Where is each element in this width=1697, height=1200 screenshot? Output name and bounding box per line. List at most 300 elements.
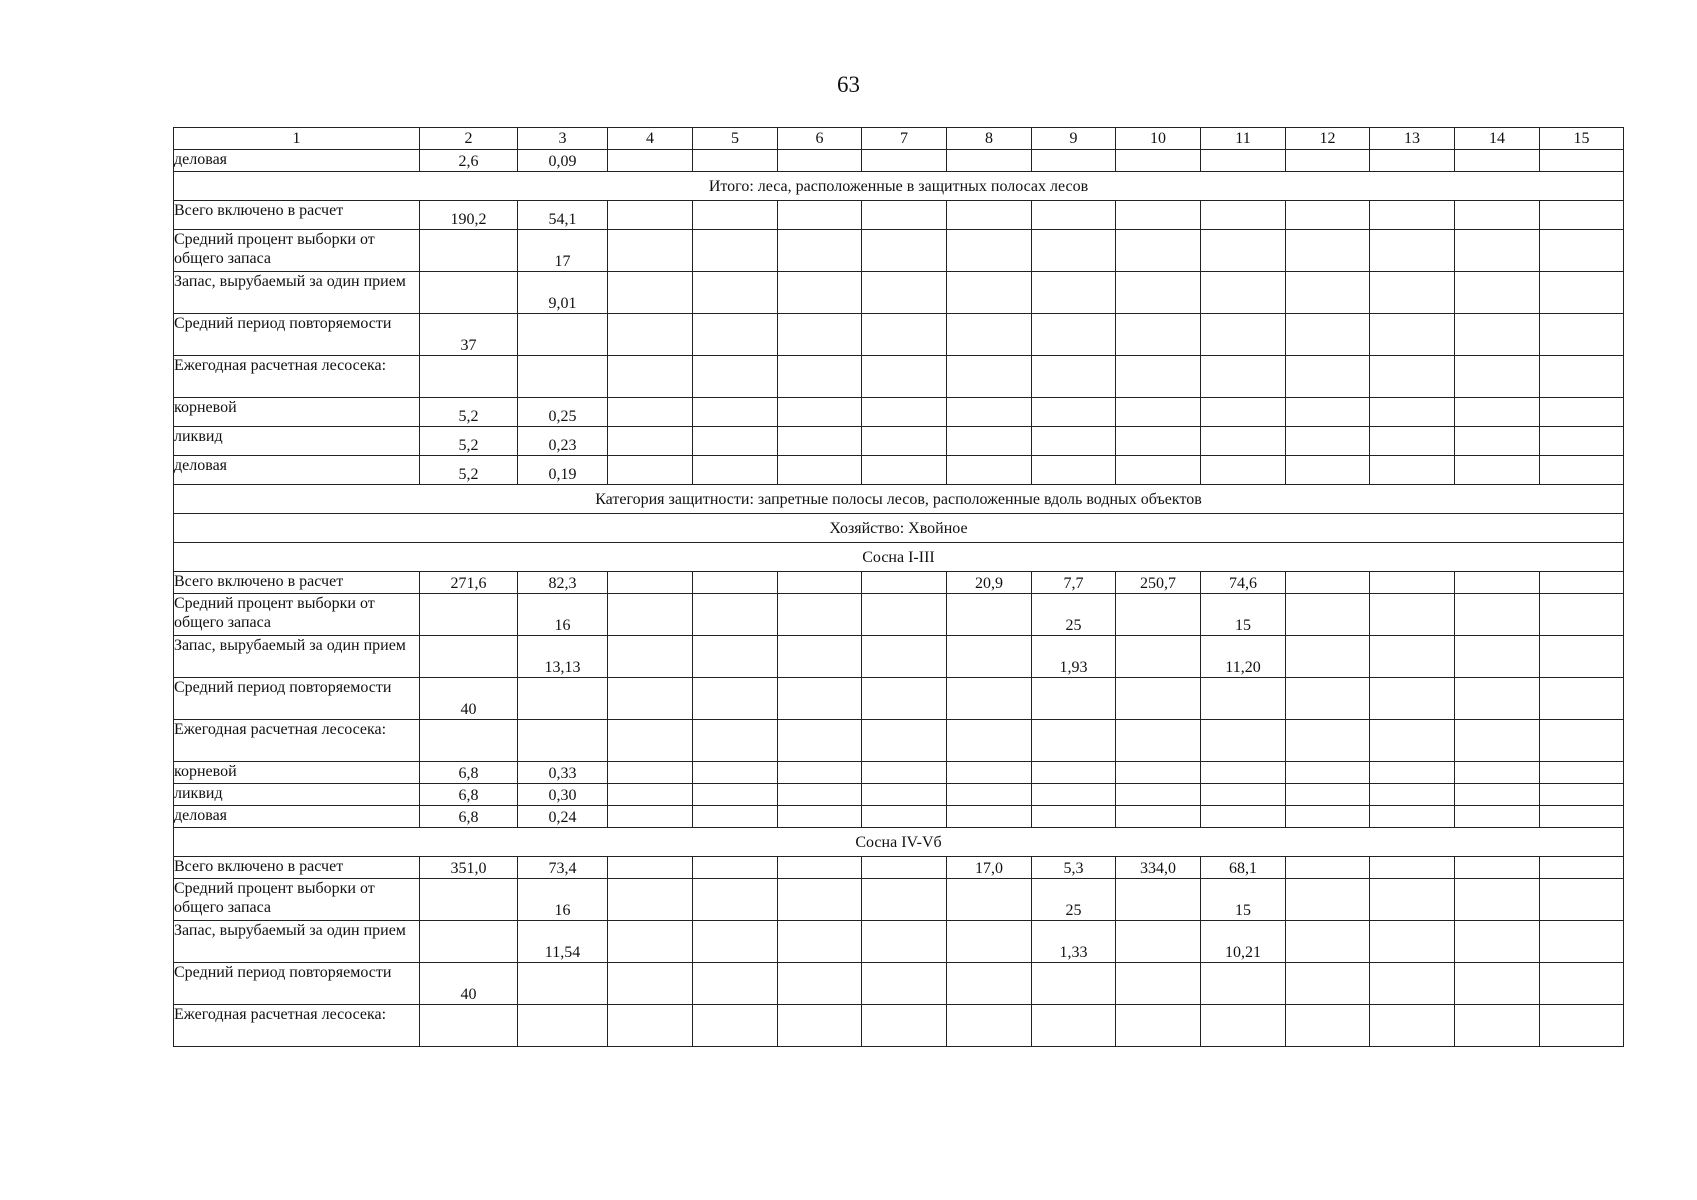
column-header: 2 (420, 128, 518, 150)
table-cell (518, 963, 608, 1005)
table-cell (1455, 314, 1540, 356)
table-cell (693, 272, 778, 314)
table-cell (693, 678, 778, 720)
table-cell (862, 150, 947, 172)
table-cell (1286, 720, 1370, 762)
table-cell (1116, 594, 1201, 636)
table-cell (1286, 594, 1370, 636)
section-title: Итого: леса, расположенные в защитных полосах лесов (174, 172, 1624, 201)
section-title: Сосна IV-Vб (174, 828, 1624, 857)
table-cell (608, 857, 693, 879)
table-cell: 0,23 (518, 427, 608, 456)
table-cell (693, 921, 778, 963)
table-cell (1286, 857, 1370, 879)
table-cell (1032, 963, 1116, 1005)
table-cell (1370, 806, 1455, 828)
table-cell (1286, 636, 1370, 678)
row-label: Ежегодная расчетная лесосека: (174, 1005, 420, 1047)
table-cell (1032, 720, 1116, 762)
row-label: Ежегодная расчетная лесосека: (174, 356, 420, 398)
table-cell (420, 356, 518, 398)
table-cell (1116, 356, 1201, 398)
table-cell (778, 356, 862, 398)
table-cell (862, 356, 947, 398)
table-cell: 5,2 (420, 427, 518, 456)
column-header: 1 (174, 128, 420, 150)
table-cell (693, 806, 778, 828)
table-cell (1116, 1005, 1201, 1047)
table-cell (1455, 762, 1540, 784)
table-cell (778, 1005, 862, 1047)
table-cell (693, 314, 778, 356)
table-cell: 0,30 (518, 784, 608, 806)
table-cell (1540, 427, 1624, 456)
table-cell: 40 (420, 963, 518, 1005)
table-cell: 0,25 (518, 398, 608, 427)
table-cell (862, 398, 947, 427)
table-cell (1032, 230, 1116, 272)
table-cell: 11,54 (518, 921, 608, 963)
table-cell (778, 398, 862, 427)
table-cell (1540, 720, 1624, 762)
table-row (174, 720, 1624, 762)
table-cell: 271,6 (420, 572, 518, 594)
table-cell (1201, 356, 1286, 398)
table-cell (778, 272, 862, 314)
table-cell (420, 230, 518, 272)
table-cell (778, 456, 862, 485)
table-cell (518, 1005, 608, 1047)
section-header-row (174, 514, 1624, 543)
section-title: Категория защитности: запретные полосы лесов, расположенные вдоль водных объектов (174, 485, 1624, 514)
table-cell: 334,0 (1116, 857, 1201, 879)
table-cell: 0,09 (518, 150, 608, 172)
table-cell (778, 963, 862, 1005)
table-cell (1370, 857, 1455, 879)
table-cell (1032, 784, 1116, 806)
table-cell: 6,8 (420, 762, 518, 784)
table-cell (1032, 1005, 1116, 1047)
table-cell (1286, 879, 1370, 921)
table-cell (1032, 762, 1116, 784)
table-cell (693, 857, 778, 879)
table-cell (1286, 314, 1370, 356)
table-cell (693, 356, 778, 398)
column-header: 10 (1116, 128, 1201, 150)
table-cell (1370, 762, 1455, 784)
table-cell: 0,24 (518, 806, 608, 828)
table-cell: 25 (1032, 879, 1116, 921)
table-cell (947, 806, 1032, 828)
table-cell (1201, 272, 1286, 314)
table-cell (1201, 963, 1286, 1005)
table-cell (1286, 572, 1370, 594)
table-cell (420, 921, 518, 963)
table-cell: 17,0 (947, 857, 1032, 879)
table-cell (1455, 784, 1540, 806)
table-cell: 16 (518, 879, 608, 921)
table-cell (947, 879, 1032, 921)
table-cell (1455, 879, 1540, 921)
table-cell (1286, 784, 1370, 806)
table-cell (1032, 314, 1116, 356)
table-cell (608, 230, 693, 272)
table-cell: 9,01 (518, 272, 608, 314)
table-cell (608, 806, 693, 828)
table-cell: 40 (420, 678, 518, 720)
table-cell (862, 594, 947, 636)
row-label: Средний процент выборки от общего запаса (174, 879, 420, 921)
table-cell (1455, 1005, 1540, 1047)
table-cell (1201, 806, 1286, 828)
table-cell: 82,3 (518, 572, 608, 594)
table-cell (1455, 720, 1540, 762)
table-cell (778, 636, 862, 678)
table-cell (862, 963, 947, 1005)
section-header-row (174, 172, 1624, 201)
table-cell: 351,0 (420, 857, 518, 879)
row-label: Всего включено в расчет (174, 857, 420, 879)
table-cell (518, 720, 608, 762)
table-cell (1455, 456, 1540, 485)
table-row (174, 963, 1624, 1005)
table-cell (947, 720, 1032, 762)
table-row (174, 398, 1624, 427)
row-label: деловая (174, 150, 420, 172)
table-cell (1116, 456, 1201, 485)
table-cell (1455, 398, 1540, 427)
table-cell (1455, 857, 1540, 879)
table-cell (1455, 678, 1540, 720)
table-cell (1540, 857, 1624, 879)
table-cell (1201, 314, 1286, 356)
table-cell (947, 636, 1032, 678)
table-cell (1032, 356, 1116, 398)
table-cell (1455, 356, 1540, 398)
table-cell (862, 272, 947, 314)
table-cell (862, 879, 947, 921)
table-cell (1370, 963, 1455, 1005)
table-cell (608, 572, 693, 594)
table-cell (693, 636, 778, 678)
table-cell (1201, 784, 1286, 806)
table-cell (1540, 314, 1624, 356)
table-cell (947, 272, 1032, 314)
table-cell (778, 784, 862, 806)
table-cell (1540, 150, 1624, 172)
table-row (174, 857, 1624, 879)
row-label: корневой (174, 398, 420, 427)
table-cell (1540, 230, 1624, 272)
table-cell (693, 720, 778, 762)
table-cell (420, 636, 518, 678)
table-cell (947, 921, 1032, 963)
table-cell (1370, 879, 1455, 921)
table-cell (1116, 398, 1201, 427)
table-cell (862, 806, 947, 828)
table-cell (608, 636, 693, 678)
table-cell (693, 150, 778, 172)
table-cell (1286, 201, 1370, 230)
table-row (174, 594, 1624, 636)
table-cell (778, 427, 862, 456)
table-body (174, 128, 1624, 1047)
table-cell (1370, 356, 1455, 398)
row-label: Всего включено в расчет (174, 572, 420, 594)
table-cell (1286, 230, 1370, 272)
table-cell: 17 (518, 230, 608, 272)
row-label: ликвид (174, 427, 420, 456)
table-cell (1455, 150, 1540, 172)
table-cell (1116, 230, 1201, 272)
table-cell (1540, 784, 1624, 806)
table-cell (693, 594, 778, 636)
forest-cutting-table (173, 127, 1624, 1047)
table-cell: 73,4 (518, 857, 608, 879)
table-cell (778, 720, 862, 762)
row-label: Средний процент выборки от общего запаса (174, 230, 420, 272)
table-cell (1455, 230, 1540, 272)
table-cell: 2,6 (420, 150, 518, 172)
table-cell (608, 456, 693, 485)
table-cell: 5,3 (1032, 857, 1116, 879)
table-row (174, 762, 1624, 784)
table-row (174, 456, 1624, 485)
column-header: 14 (1455, 128, 1540, 150)
table-cell (1370, 427, 1455, 456)
table-cell (1455, 921, 1540, 963)
table-cell (608, 963, 693, 1005)
table-cell (1032, 678, 1116, 720)
table-cell (608, 678, 693, 720)
table-cell (693, 456, 778, 485)
column-header: 11 (1201, 128, 1286, 150)
table-cell (1286, 921, 1370, 963)
table-cell (1116, 806, 1201, 828)
table-cell (778, 201, 862, 230)
table-cell: 5,2 (420, 456, 518, 485)
table-cell: 0,19 (518, 456, 608, 485)
table-cell (1116, 272, 1201, 314)
table-cell (608, 1005, 693, 1047)
table-cell: 54,1 (518, 201, 608, 230)
table-cell: 1,33 (1032, 921, 1116, 963)
table-cell (1286, 150, 1370, 172)
table-cell (947, 784, 1032, 806)
table-cell: 11,20 (1201, 636, 1286, 678)
section-header-row (174, 543, 1624, 572)
table-cell (1201, 230, 1286, 272)
table-cell (1540, 879, 1624, 921)
table-cell (1116, 150, 1201, 172)
table-cell: 190,2 (420, 201, 518, 230)
table-cell (1286, 272, 1370, 314)
table-cell (693, 784, 778, 806)
table-row (174, 272, 1624, 314)
table-cell (947, 201, 1032, 230)
table-cell (693, 230, 778, 272)
table-cell (608, 921, 693, 963)
table-cell (1540, 806, 1624, 828)
table-cell (420, 594, 518, 636)
table-cell (1116, 636, 1201, 678)
table-cell (862, 784, 947, 806)
table-cell (947, 230, 1032, 272)
table-cell (1286, 678, 1370, 720)
table-row (174, 230, 1624, 272)
section-header-row (174, 485, 1624, 514)
table-cell (778, 921, 862, 963)
table-row (174, 784, 1624, 806)
table-cell (947, 1005, 1032, 1047)
table-cell (862, 314, 947, 356)
table-row (174, 1005, 1624, 1047)
table-cell (1540, 762, 1624, 784)
table-row (174, 921, 1624, 963)
table-row (174, 427, 1624, 456)
table-cell (1286, 398, 1370, 427)
table-cell (1540, 356, 1624, 398)
table-cell (1116, 784, 1201, 806)
column-header: 5 (693, 128, 778, 150)
table-cell: 16 (518, 594, 608, 636)
table-cell (1370, 1005, 1455, 1047)
table-cell (608, 762, 693, 784)
row-label: корневой (174, 762, 420, 784)
table-cell: 10,21 (1201, 921, 1286, 963)
table-cell (1455, 272, 1540, 314)
row-label: деловая (174, 806, 420, 828)
table-cell (778, 314, 862, 356)
column-header: 13 (1370, 128, 1455, 150)
table-cell (608, 720, 693, 762)
row-label: Запас, вырубаемый за один прием (174, 272, 420, 314)
table-cell (947, 314, 1032, 356)
table-cell (1116, 762, 1201, 784)
table-cell (947, 456, 1032, 485)
table-cell (1201, 762, 1286, 784)
column-header: 12 (1286, 128, 1370, 150)
table-cell (778, 879, 862, 921)
column-header: 7 (862, 128, 947, 150)
table-cell (1201, 427, 1286, 456)
table-cell (1540, 921, 1624, 963)
row-label: Запас, вырубаемый за один прием (174, 636, 420, 678)
table-row (174, 201, 1624, 230)
table-cell (1455, 201, 1540, 230)
table-cell (1540, 636, 1624, 678)
table-cell (1032, 456, 1116, 485)
table-cell: 5,2 (420, 398, 518, 427)
column-header: 6 (778, 128, 862, 150)
table-cell (947, 963, 1032, 1005)
table-cell: 7,7 (1032, 572, 1116, 594)
table-cell: 20,9 (947, 572, 1032, 594)
table-cell (1370, 921, 1455, 963)
table-row (174, 806, 1624, 828)
table-cell: 0,33 (518, 762, 608, 784)
table-cell: 15 (1201, 879, 1286, 921)
table-cell (1455, 427, 1540, 456)
row-label: Средний период повторяемости (174, 678, 420, 720)
table-cell (947, 150, 1032, 172)
column-header: 8 (947, 128, 1032, 150)
table-cell (1455, 636, 1540, 678)
table-cell (518, 356, 608, 398)
table-cell (608, 272, 693, 314)
table-cell (1201, 1005, 1286, 1047)
table-cell (1540, 572, 1624, 594)
table-cell (1370, 636, 1455, 678)
table-cell (778, 806, 862, 828)
table-cell (693, 879, 778, 921)
table-cell (947, 427, 1032, 456)
table-cell (862, 678, 947, 720)
table-cell (1032, 150, 1116, 172)
table-cell (1370, 314, 1455, 356)
table-cell (1116, 314, 1201, 356)
table-cell (778, 150, 862, 172)
row-label: Средний процент выборки от общего запаса (174, 594, 420, 636)
column-header: 3 (518, 128, 608, 150)
table-cell (947, 762, 1032, 784)
table-cell (1032, 272, 1116, 314)
table-cell (1286, 1005, 1370, 1047)
table-cell (947, 398, 1032, 427)
table-cell: 15 (1201, 594, 1286, 636)
table-cell (608, 784, 693, 806)
table-cell (862, 1005, 947, 1047)
table-cell: 25 (1032, 594, 1116, 636)
section-title: Хозяйство: Хвойное (174, 514, 1624, 543)
row-label: ликвид (174, 784, 420, 806)
table-cell (608, 427, 693, 456)
table-cell (778, 762, 862, 784)
table-cell (693, 398, 778, 427)
table-cell (1116, 879, 1201, 921)
table-cell (1540, 201, 1624, 230)
table-cell (1116, 720, 1201, 762)
table-cell (1201, 398, 1286, 427)
row-label: Всего включено в расчет (174, 201, 420, 230)
table-cell (693, 762, 778, 784)
table-cell (1116, 963, 1201, 1005)
table-cell (862, 230, 947, 272)
table-cell (1540, 594, 1624, 636)
column-header: 9 (1032, 128, 1116, 150)
table-cell (947, 594, 1032, 636)
table-cell (862, 762, 947, 784)
table-cell: 68,1 (1201, 857, 1286, 879)
table-cell (778, 572, 862, 594)
table-row (174, 636, 1624, 678)
table-row (174, 150, 1624, 172)
row-label: деловая (174, 456, 420, 485)
table-cell (1370, 150, 1455, 172)
table-cell (608, 150, 693, 172)
column-header: 15 (1540, 128, 1624, 150)
table-cell (1540, 1005, 1624, 1047)
table-cell (1116, 427, 1201, 456)
table-cell (862, 572, 947, 594)
table-cell (1201, 456, 1286, 485)
table-cell (862, 720, 947, 762)
table-cell (1370, 572, 1455, 594)
table-cell (693, 201, 778, 230)
table-cell (1370, 784, 1455, 806)
table-cell (420, 272, 518, 314)
table-cell (1455, 806, 1540, 828)
